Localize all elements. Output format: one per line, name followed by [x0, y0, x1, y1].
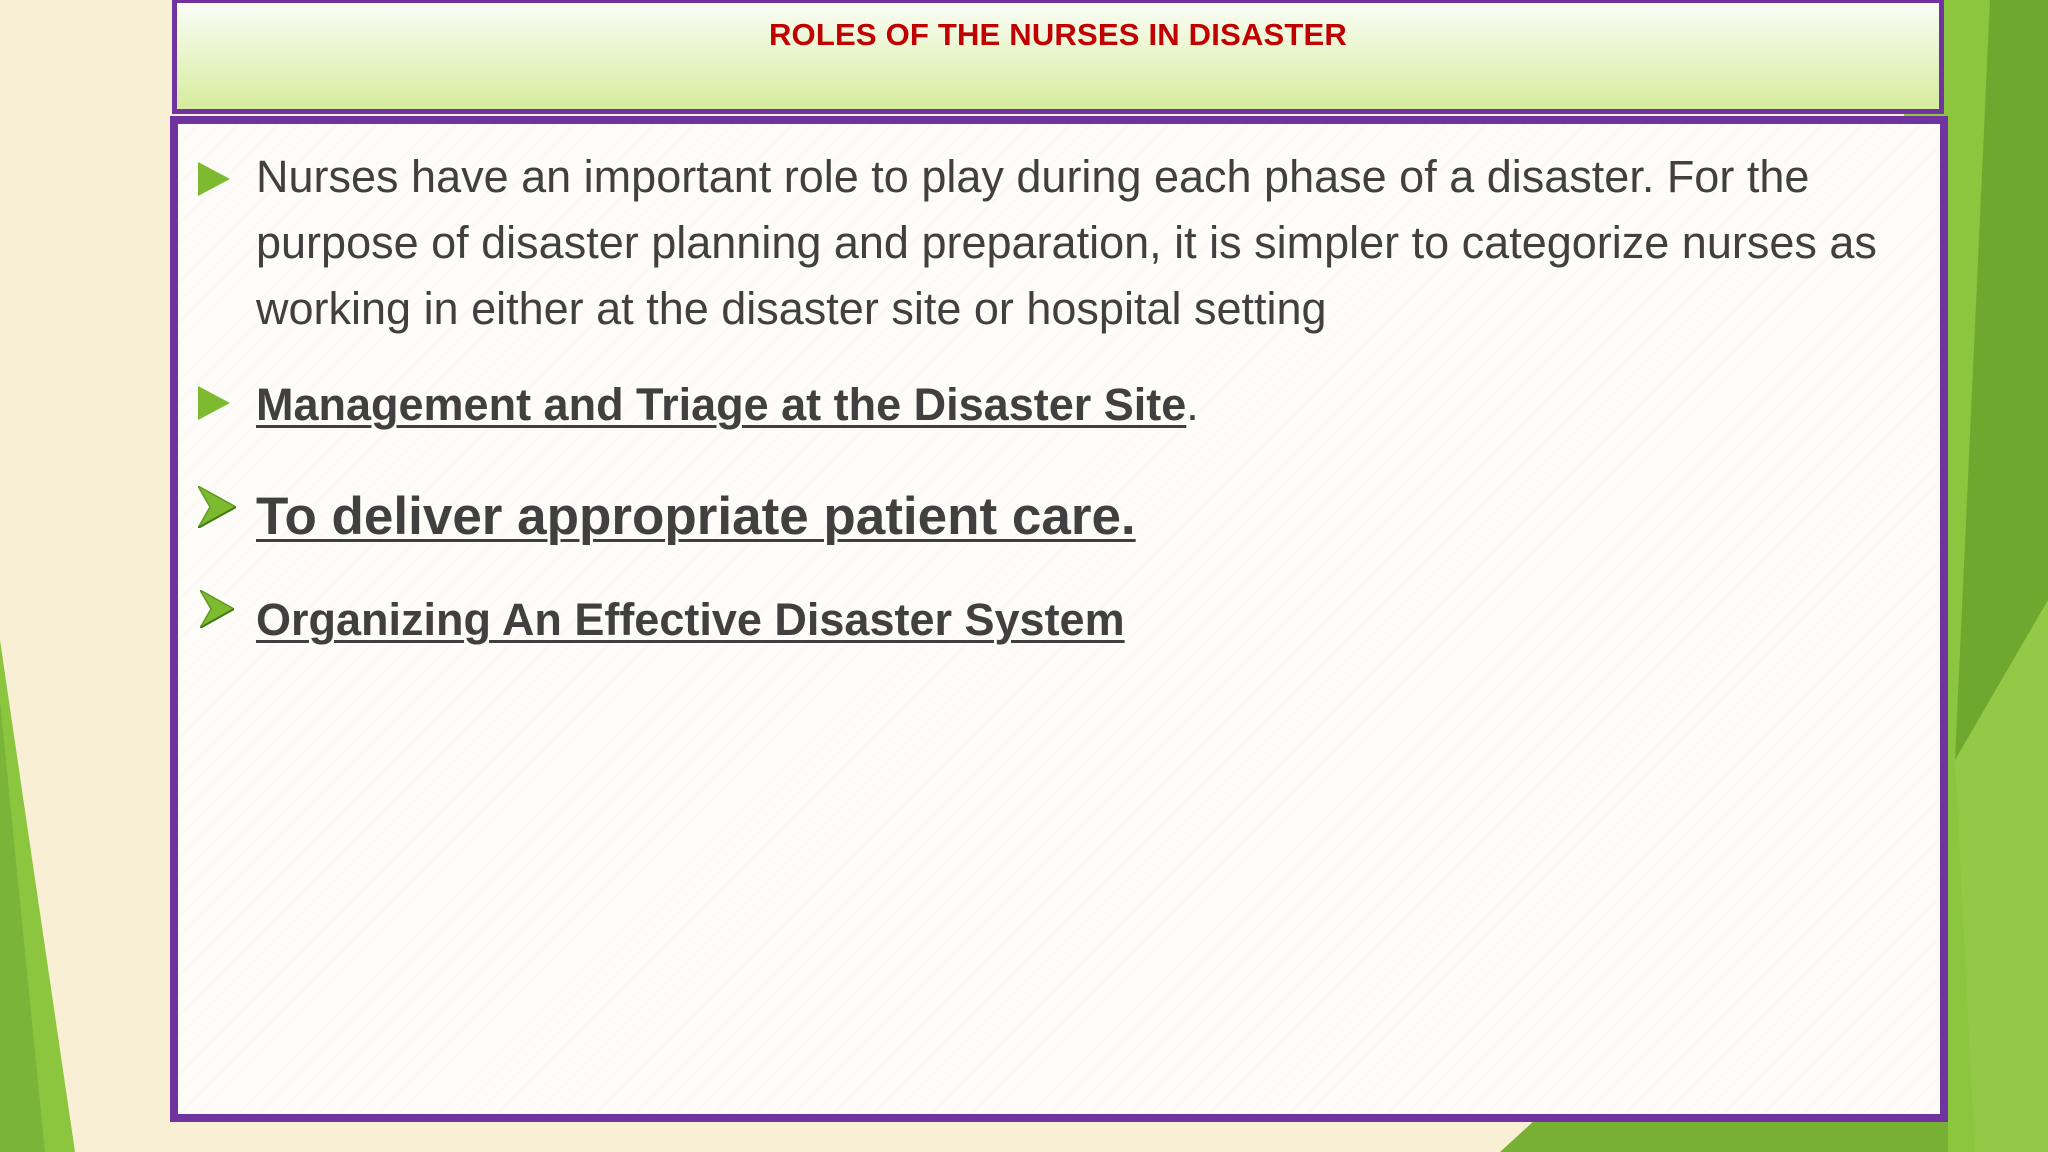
bullet-item-disaster-system [256, 590, 1125, 650]
intro-text: Nurses have an important role to play during each phase of a disaster. For the purpose of disaster planning and preparation, it is simpler to categorize nurses as working in either at the disaster site or hospital setting [256, 151, 1877, 334]
green-bottom-right [1500, 1120, 1948, 1152]
bullet-item-intro [256, 144, 1896, 342]
arrowhead-bullet-icon [200, 590, 234, 628]
arrowhead-bullet-icon [198, 486, 236, 528]
patient-care-text: To deliver appropriate patient care. [256, 487, 1136, 546]
triangle-bullet-icon [198, 162, 230, 196]
management-text: Management and Triage at the Disaster Site [256, 379, 1187, 430]
bullet-item-management [256, 372, 1199, 438]
content-panel [170, 116, 1948, 1122]
bullet-item-patient-care [256, 482, 1136, 552]
title-bar [172, 0, 1944, 114]
triangle-bullet-icon [198, 386, 230, 420]
management-suffix: . [1186, 379, 1199, 430]
disaster-system-text: Organizing An Effective Disaster System [256, 594, 1125, 645]
slide-title: ROLES OF THE NURSES IN DISASTER [768, 17, 1348, 52]
